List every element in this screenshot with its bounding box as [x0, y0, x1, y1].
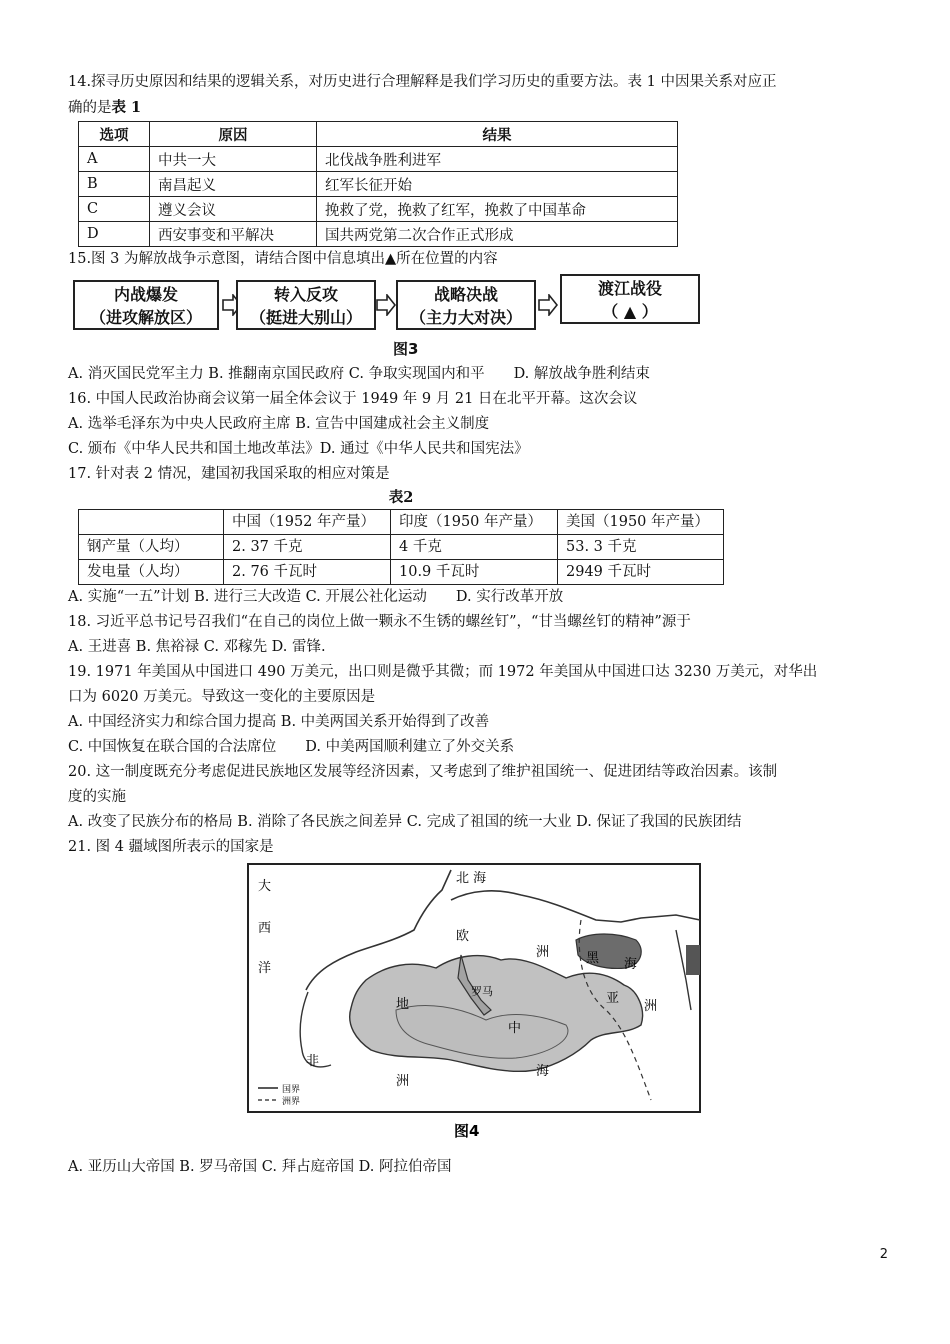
- q19-options-2: C. 中国恢复在联合国的合法席位 D. 中美两国顺利建立了外交关系: [68, 739, 515, 755]
- table-header: [79, 510, 224, 535]
- table-cell: 南昌起义: [150, 172, 317, 197]
- map-label: 罗马: [471, 985, 493, 998]
- q19-stem-cont: 口为 6020 万美元。导致这一变化的主要原因是: [68, 689, 376, 705]
- table-cell: 发电量（人均）: [79, 560, 224, 585]
- table-cell: 4 千克: [391, 535, 558, 560]
- q15-options: A. 消灭国民党军主力 B. 推翻南京国民政府 C. 争取实现国内和平 D. 解放战争胜利结束: [68, 366, 650, 382]
- table-cell: 遵义会议: [150, 197, 317, 222]
- map-label: 西: [258, 921, 272, 936]
- table-cell: 北伐战争胜利进军: [317, 147, 678, 172]
- flow-box-3: 战略决战 （主力大对决）: [396, 280, 536, 330]
- q14-table: [78, 121, 678, 247]
- map-label: 洲: [644, 999, 658, 1014]
- table-cell: 10.9 千瓦时: [391, 560, 558, 585]
- q17-table: [78, 509, 724, 585]
- table-row: [79, 560, 724, 585]
- q15-stem: 15.图 3 为解放战争示意图，请结合图中信息填出▲所在位置的内容: [68, 251, 498, 267]
- table-cell: 53. 3 千克: [558, 535, 724, 560]
- map-label: 亚: [606, 991, 620, 1006]
- map-label: 中: [508, 1021, 522, 1036]
- table-cell: 中共一大: [150, 147, 317, 172]
- table-header: 中国（1952 年产量）: [224, 510, 391, 535]
- table-row: [79, 197, 678, 222]
- figure-caption: 图4: [454, 1122, 480, 1140]
- map-label: 洋: [258, 961, 272, 976]
- legend-label: 洲界: [282, 1097, 301, 1107]
- table-cell: 挽救了党，挽救了红军，挽救了中国革命: [317, 197, 678, 222]
- figure-caption: 图3: [393, 340, 419, 358]
- table-cell: D: [79, 222, 150, 247]
- map-figure: [246, 860, 716, 1145]
- legend-label: 国界: [282, 1085, 301, 1095]
- q17-stem: 17. 针对表 2 情况，建国初我国采取的相应对策是: [68, 466, 390, 482]
- table-header: 选项: [79, 122, 150, 147]
- table-header: 印度（1950 年产量）: [391, 510, 558, 535]
- table-cell: C: [79, 197, 150, 222]
- q16-options-2: C. 颁布《中华人民共和国土地改革法》D. 通过《中华人民共和国宪法》: [68, 441, 529, 457]
- q21-options: A. 亚历山大帝国 B. 罗马帝国 C. 拜占庭帝国 D. 阿拉伯帝国: [68, 1159, 452, 1175]
- map-label: 大: [258, 879, 272, 894]
- table-cell: 西安事变和平解决: [150, 222, 317, 247]
- map-label: 洲: [536, 945, 550, 960]
- table-header: 原因: [150, 122, 317, 147]
- q21-stem: 21. 图 4 疆域图所表示的国家是: [68, 839, 274, 855]
- flow-box-4: 渡江战役 （ ▲ ）: [560, 274, 700, 324]
- table-cell: 2. 37 千克: [224, 535, 391, 560]
- q19-options-1: A. 中国经济实力和综合国力提高 B. 中美两国关系开始得到了改善: [68, 714, 490, 730]
- table-cell: 钢产量（人均）: [79, 535, 224, 560]
- map-label: 黑: [586, 951, 600, 966]
- map-label: 海: [536, 1064, 550, 1079]
- map-label: 洲: [396, 1074, 410, 1089]
- arrow-right-icon: [538, 294, 558, 316]
- table-cell: B: [79, 172, 150, 197]
- q20-stem: 20. 这一制度既充分考虑促进民族地区发展等经济因素，又考虑到了维护祖国统一、促进团结等政治因素。该制: [68, 764, 778, 780]
- table-cell: 2. 76 千瓦时: [224, 560, 391, 585]
- table-cell: A: [79, 147, 150, 172]
- q17-table-title: 表2: [388, 489, 414, 506]
- q20-options: A. 改变了民族分布的格局 B. 消除了各民族之间差异 C. 完成了祖国的统一大业 D. 保证了我国的民族团结: [68, 814, 742, 830]
- exam-page: [68, 70, 888, 1180]
- caspian-fragment: [686, 945, 700, 975]
- table-row: [79, 147, 678, 172]
- map-label: 海: [624, 957, 638, 972]
- table-header: 美国（1950 年产量）: [558, 510, 724, 535]
- table-cell: 红军长征开始: [317, 172, 678, 197]
- empire-map: [246, 860, 716, 1145]
- q20-stem-cont: 度的实施: [68, 789, 126, 805]
- table-header-row: [79, 122, 678, 147]
- table-cell: 2949 千瓦时: [558, 560, 724, 585]
- map-label: 地: [396, 997, 410, 1012]
- table-cell: 国共两党第二次合作正式形成: [317, 222, 678, 247]
- page-number: 2: [879, 1247, 888, 1262]
- arrow-right-icon: [376, 294, 396, 316]
- table-row: [79, 172, 678, 197]
- q18-options: A. 王进喜 B. 焦裕禄 C. 邓稼先 D. 雷锋.: [68, 639, 326, 655]
- map-label: 非: [306, 1054, 320, 1069]
- q14-stem-cont: 确的是表 1: [68, 99, 142, 116]
- table-header-row: [79, 510, 724, 535]
- map-label: 欧: [456, 929, 470, 944]
- q16-options-1: A. 选举毛泽东为中央人民政府主席 B. 宣告中国建成社会主义制度: [68, 416, 490, 432]
- q14-stem: 14.探寻历史原因和结果的逻辑关系，对历史进行合理解释是我们学习历史的重要方法。表 1 中因果关系对应正: [68, 74, 777, 90]
- q18-stem: 18. 习近平总书记号召我们“在自己的岗位上做一颗永不生锈的螺丝钉”，“甘当螺丝钉的精神”源于: [68, 614, 691, 630]
- q17-options: A. 实施“一五”计划 B. 进行三大改造 C. 开展公社化运动 D. 实行改革开放: [68, 589, 564, 605]
- q14-table-title: 表 1: [111, 99, 142, 116]
- q19-stem: 19. 1971 年美国从中国进口 490 万美元，出口则是微乎其微；而 1972 年美国从中国进口达 3230 万美元，对华出: [68, 664, 818, 680]
- flow-box-2: 转入反攻 （挺进大别山）: [236, 280, 376, 330]
- q15-flowchart: [68, 272, 888, 362]
- flow-box-1: 内战爆发 （进攻解放区）: [73, 280, 219, 330]
- map-label: 北 海: [456, 871, 487, 886]
- table-header: 结果: [317, 122, 678, 147]
- table-row: [79, 222, 678, 247]
- q16-stem: 16. 中国人民政治协商会议第一届全体会议于 1949 年 9 月 21 日在北平开幕。这次会议: [68, 391, 638, 407]
- table-row: [79, 535, 724, 560]
